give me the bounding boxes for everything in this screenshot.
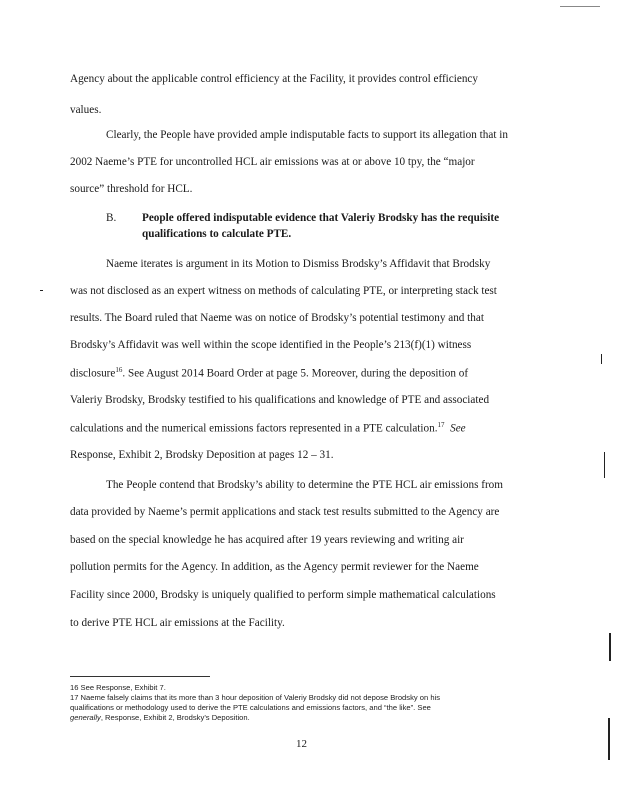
paragraph-2-line-1: Clearly, the People have provided ample indisputable facts to support its allegation that in xyxy=(106,129,508,141)
footnote-ref-16: 16 xyxy=(115,366,123,374)
footnote-17-citation: , Response, Exhibit 2, Brodsky’s Deposition. xyxy=(100,713,250,722)
footnote-16: 16 See Response, Exhibit 7. xyxy=(70,683,166,692)
paragraph-4-line-5: Facility since 2000, Brodsky is uniquely qualified to perform simple mathematical calculations xyxy=(70,589,496,601)
scan-artifact-mark xyxy=(601,354,602,364)
section-b-letter: B. xyxy=(106,212,117,224)
paragraph-3-line-2: was not disclosed as an expert witness on methods of calculating PTE, or interpreting stack test xyxy=(70,285,497,297)
paragraph-2-line-2: 2002 Naeme’s PTE for uncontrolled HCL air emissions was at or above 10 tpy, the “major xyxy=(70,156,475,168)
footnote-17-line-1: 17 Naeme falsely claims that its more than 3 hour deposition of Valeriy Brodsky did not depose Brodsky on his xyxy=(70,693,441,702)
footnote-ref-17: 17 xyxy=(437,421,445,429)
paragraph-3-line-8: Response, Exhibit 2, Brodsky Deposition at pages 12 – 31. xyxy=(70,449,334,461)
paragraph-4-line-3: based on the special knowledge he has acquired after 19 years reviewing and writing air xyxy=(70,534,464,546)
paragraph-3-line-7 xyxy=(70,421,466,435)
paragraph-1-line-2: values. xyxy=(70,104,102,116)
page-number: 12 xyxy=(296,738,307,750)
paragraph-3-line-5 xyxy=(70,366,468,380)
footnote-17-line-3 xyxy=(70,713,250,722)
scan-artifact-mark xyxy=(40,290,43,291)
scan-artifact-mark xyxy=(609,633,611,661)
paragraph-3-line-4: Brodsky’s Affidavit was well within the scope identified in the People’s 213(f)(1) witness xyxy=(70,339,472,351)
paragraph-2-line-3: source” threshold for HCL. xyxy=(70,183,193,195)
scan-artifact-mark xyxy=(560,6,600,7)
scan-artifact-mark xyxy=(608,718,610,760)
paragraph-4-line-6: to derive PTE HCL air emissions at the Facility. xyxy=(70,617,285,629)
paragraph-4-line-1: The People contend that Brodsky’s ability to determine the PTE HCL air emissions from xyxy=(106,479,503,491)
paragraph-4-line-2: data provided by Naeme’s permit applications and stack test results submitted to the Agency are xyxy=(70,506,500,518)
section-b-title-line-1: People offered indisputable evidence that Valeriy Brodsky has the requisite xyxy=(142,212,500,224)
footnote-separator xyxy=(70,676,210,677)
paragraph-1-line-1: Agency about the applicable control efficiency at the Facility, it provides control efficiency xyxy=(70,73,478,85)
scan-artifact-mark xyxy=(604,452,605,478)
section-b-title-line-2: qualifications to calculate PTE. xyxy=(142,228,292,240)
generally-signal: generally xyxy=(70,713,101,722)
disclosure-text: disclosure xyxy=(70,367,116,380)
paragraph-3-line-6: Valeriy Brodsky, Brodsky testified to his qualifications and knowledge of PTE and associated xyxy=(70,394,490,406)
paragraph-4-line-4: pollution permits for the Agency. In addition, as the Agency permit reviewer for the Naeme xyxy=(70,561,479,573)
board-order-text: . See August 2014 Board Order at page 5. Moreover, during the deposition of xyxy=(122,367,469,380)
paragraph-3-line-1: Naeme iterates is argument in its Motion to Dismiss Brodsky’s Affidavit that Brodsky xyxy=(106,258,491,270)
see-signal: See xyxy=(450,422,466,435)
calculations-text: calculations and the numerical emissions factors represented in a PTE calculation. xyxy=(70,422,438,435)
footnote-17-line-2: qualifications or methodology used to derive the PTE calculations and emissions factors, and “the like”. See xyxy=(70,703,431,712)
paragraph-3-line-3: results. The Board ruled that Naeme was on notice of Brodsky’s potential testimony and that xyxy=(70,312,484,324)
